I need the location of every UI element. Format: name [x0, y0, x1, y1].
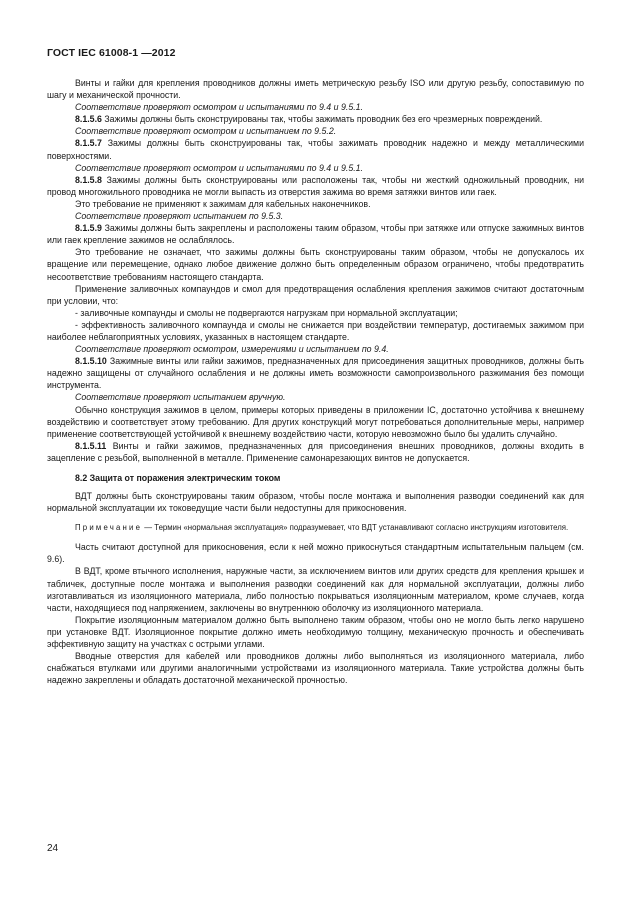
compliance-note: Соответствие проверяют осмотром и испытаниями по 9.4 и 9.5.1. [75, 102, 363, 113]
clause-number: 8.1.5.11 [75, 440, 107, 451]
note [47, 522, 584, 533]
note-text: — Термин «нормальная эксплуатация» подразумевает, что ВДТ устанавливают согласно инструкциям изготовителя. [142, 523, 569, 533]
compliance-note: Соответствие проверяют осмотром и испытаниями по 9.4 и 9.5.1. [75, 162, 363, 173]
clause-8-1-5-11 [47, 440, 584, 464]
standard-header: ГОСТ IEC 61008-1 —2012 [47, 47, 176, 59]
clause-number: 8.1.5.7 [75, 138, 102, 149]
clause-number: 8.1.5.9 [75, 223, 102, 234]
paragraph: Это требование не означает, что зажимы должны быть сконструированы таким образом, чтобы не допускалось их вращение или перемещение, однако любое движение должно быть определенным образом ограничено, чтобы предотвратить несоответствие требованиям настоящего стандарта. [47, 247, 584, 282]
compliance-note: Соответствие проверяют осмотром, измерениями и испытанием по 9.4. [75, 344, 389, 355]
paragraph: Обычно конструкция зажимов в целом, примеры которых приведены в приложении IC, достаточно устойчива к внешнему воздействию и соответствует этому требованию. Для других конструкций могут потребоваться дополнительные меры, например применение соответствующей устойчивой к внешнему воздействию части, которую невозможно было бы удалить случайно. [47, 404, 584, 439]
compliance-note: Соответствие проверяют испытанием вручную. [75, 392, 286, 403]
page-number: 24 [47, 843, 59, 854]
list-item: - эффективность заливочного компаунда и смолы не снижается при воздействии температур, достигаемых зажимом при наиболее неблагоприятных условиях, указанных в настоящем стандарте. [47, 319, 584, 342]
note-label: Примечание [75, 523, 143, 533]
clause-8-1-5-8 [47, 174, 584, 198]
section-heading: 8.2 Защита от поражения электрическим током [75, 473, 281, 483]
list-item: - заливочные компаунды и смолы не подвергаются нагрузкам при нормальной эксплуатации; [75, 307, 458, 318]
clause-text: Винты и гайки зажимов, предназначенных для присоединения внешних проводников, должны входить в зацепление с резьбой, выполненной в металле. Применение самонарезающих винтов не допускается. [47, 440, 584, 463]
compliance-note: Соответствие проверяют осмотром и испытанием по 9.5.2. [75, 126, 337, 137]
paragraph: В ВДТ, кроме втычного исполнения, наружные части, за исключением винтов или других средств для крепления крышек и табличек, доступные после монтажа и выполнения разводки соединений как для нормальной эксплуатации, должны либо изготавливаться из изоляционного материала, либо полностью покрываться изоляционным материалом, кроме случаев, когда части, находящиеся под напряжением, заключены во внутреннюю оболочку из изоляционного материала. [47, 566, 584, 613]
clause-8-1-5-7 [47, 137, 584, 161]
paragraph: Применение заливочных компаундов и смол для предотвращения ослабления крепления зажимов считают достаточным при условии, что: [47, 283, 584, 306]
document-body [47, 77, 584, 686]
clause-number: 8.1.5.8 [75, 174, 102, 185]
clause-8-1-5-9 [47, 222, 584, 246]
clause-number: 8.1.5.6 [75, 114, 102, 125]
clause-text: Зажимы должны быть сконструированы или расположены так, чтобы ни жесткий одножильный проводник, ни провод многожильного проводника не могли выпасть из отверстия зажима во время затяжки винтов или гаек. [47, 174, 584, 197]
clause-8-1-5-10 [47, 355, 584, 391]
paragraph: Часть считают доступной для прикосновения, если к ней можно прикоснуться стандартным испытательным пальцем (см. 9.6). [47, 542, 584, 565]
clause-text: Зажимы должны быть сконструированы так, чтобы зажимать проводник надежно и между металлическими поверхностями. [47, 138, 584, 161]
clause-number: 8.1.5.10 [75, 356, 107, 367]
clause-text: Зажимы должны быть сконструированы так, чтобы зажимать проводник без его чрезмерных повреждений. [104, 114, 543, 125]
clause-8-1-5-6 [47, 113, 584, 125]
paragraph: Вводные отверстия для кабелей или проводников должны либо выполняться из изоляционного материала, либо снабжаться втулками или другими аналогичными устройствами из изоляционного материала. Такие устройства должны быть надежно закреплены и обладать достаточной механической прочностью. [47, 651, 584, 686]
compliance-note: Соответствие проверяют испытанием по 9.5.3. [75, 211, 284, 222]
paragraph: Винты и гайки для крепления проводников должны иметь метрическую резьбу ISO или другую резьбу, сопоставимую по шагу и механической прочности. [47, 78, 584, 101]
paragraph: ВДТ должны быть сконструированы таким образом, чтобы после монтажа и выполнения разводки соединений как для нормальной эксплуатации их токоведущие части были недоступны для прикосновения. [47, 491, 584, 514]
paragraph: Покрытие изоляционным материалом должно быть выполнено таким образом, чтобы оно не могло быть легко нарушено при установке ВДТ. Изоляционное покрытие должно иметь необходимую толщину, механическую прочность и обеспечивать эффективную защиту на участках с острыми углами. [47, 614, 584, 650]
clause-text: Зажимные винты или гайки зажимов, предназначенных для присоединения защитных проводников, должны быть надежно защищены от случайного ослабления и не должны иметь возможности самопроизвольного разжимания без помощи инструмента. [47, 356, 584, 391]
paragraph: Это требование не применяют к зажимам для кабельных наконечников. [75, 198, 371, 209]
clause-text: Зажимы должны быть закреплены и расположены таким образом, чтобы при затяжке или отпуске зажимных винтов или гаек крепление зажимов не ослаблялось. [47, 223, 584, 246]
